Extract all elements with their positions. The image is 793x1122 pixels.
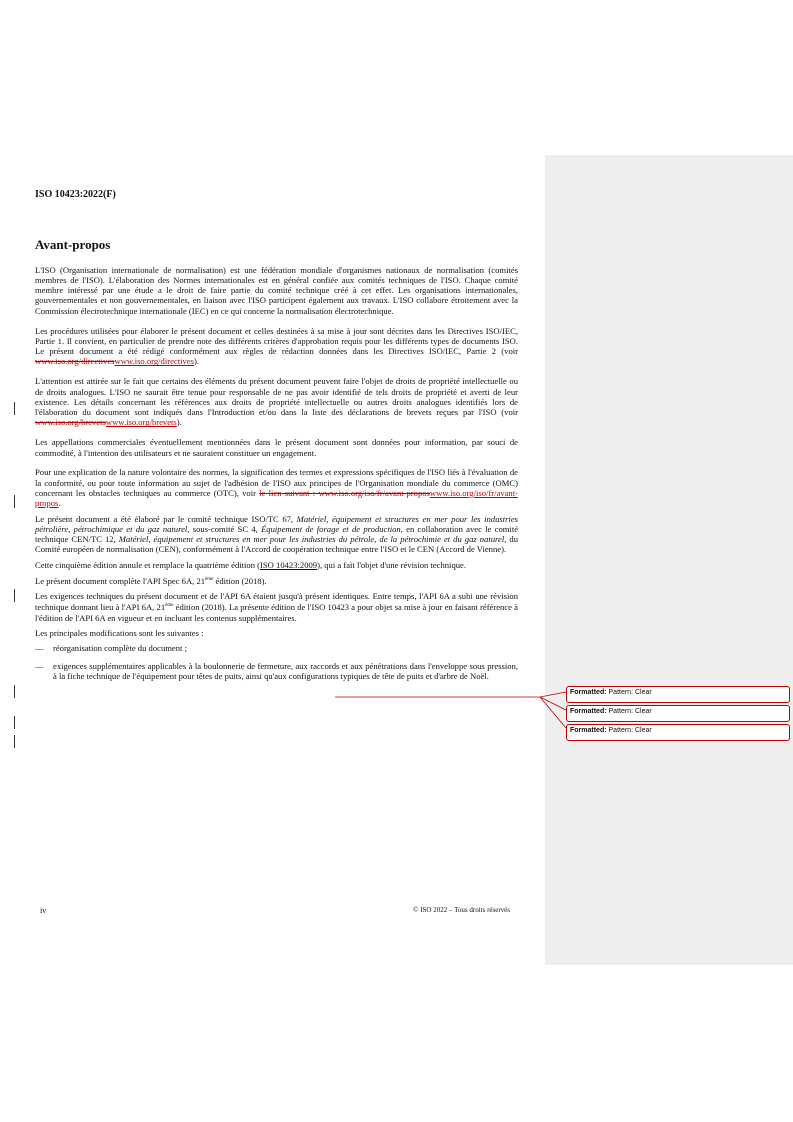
change-bar [14,589,15,602]
section-title: Avant-propos [35,237,111,253]
paragraph: Pour une explication de la nature volontaire des normes, la signification des termes et expressions spécifiques de l'ISO liés à l'évaluation de la conformité, ou pour toute information au sujet de l'adhésion de l'ISO aux principes de l'Organisation mondiale du commerce (OMC) concernant les obstacles techniques au commerce (OTC), voir le lien suivant : www.iso.org/iso/fr/avant-proposwww.iso.org/iso/fr/avant-propos. [35,467,518,509]
change-bar [14,402,15,415]
comment-balloon[interactable]: Formatted: Pattern: Clear [566,705,790,722]
paragraph: L'ISO (Organisation internationale de normalisation) est une fédération mondiale d'organismes nationaux de normalisation (comités membres de l'ISO). L'élaboration des Normes internationales est en général confiée aux comités techniques de l'ISO. Chaque comité membre intéressé par une étude a le droit de faire partie du comité technique créé à cet effet. Les organisations internationales, gouvernementales et non gouvernementales, en liaison avec l'ISO participent également aux travaux. L'ISO collabore étroitement avec la Commission électrotechnique internationale (IEC) en ce qui concerne la normalisation électrotechnique. [35,264,518,316]
document-id: ISO 10423:2022(F) [35,189,116,200]
formatted-reference[interactable]: ISO 10423:2009 [260,559,318,570]
inserted-link[interactable]: www.iso.org/brevets [105,417,177,428]
deleted-link[interactable]: www.iso.org/iso/fr/avant-propos [318,487,430,498]
paragraph: L'attention est attirée sur le fait que certains des éléments du présent document peuvent faire l'objet de droits de propriété intellectuelle ou de droits analogues. L'ISO ne saurait être tenue pour responsable de ne pas avoir identifié de tels droits de propriété et averti de leur existence. Les détails concernant les références aux droits de propriété intellectuelle ou autres droits analogues identifiés lors de l'élaboration du document sont indiqués dans l'Introduction et/ou dans la liste des déclarations de brevets reçues par l'ISO (voir www.iso.org/brevetswww.iso.org/brevets). [35,376,518,428]
paragraph: Cette cinquième édition annule et remplace la quatrième édition (ISO 10423:2009), qui a fait l'objet d'une révision technique. [35,559,467,570]
paragraph: Le présent document complète l'API Spec 6A, 21ème édition (2018). [35,575,267,586]
paragraph: Les procédures utilisées pour élaborer le présent document et celles destinées à sa mise à jour sont décrites dans les Directives ISO/IEC, Partie 1. Il convient, en particulier de prendre note des différents critères d'approbation requis pour les différents types de documents ISO. Le présent document a été rédigé conformément aux règles de rédaction données dans les Directives ISO/IEC, Partie 2 (voir www.iso.org/directiveswww.iso.org/directives). [35,325,518,367]
list-item: — réorganisation complète du document ; [35,643,187,654]
paragraph: Les appellations commerciales éventuellement mentionnées dans le présent document sont données pour information, par souci de commodité, à l'intention des utilisateurs et ne sauraient constituer un engagement. [35,437,518,458]
comment-pane [545,155,793,965]
paragraph: Les exigences techniques du présent document et de l'API 6A étaient jusqu'à présent identiques. Entre temps, l'API 6A a subi une révision technique donnant lieu à l'API 6A, 21ème édition (2018). La présente édition de l'ISO 10423 a pour objet sa mise à jour en faisant référence à l'édition de l'API 6A en vigueur et en incluant les contenus supplémentaires. [35,591,518,623]
list-dash: — [35,660,44,671]
paragraph: Les principales modifications sont les suivantes : [35,627,204,638]
inserted-link[interactable]: www.iso.org/iso/fr/avant-propos [35,487,518,509]
change-bar [14,495,15,508]
paragraph: Le présent document a été élaboré par le comité technique ISO/TC 67, Matériel, équipement et structures en mer pour les industries pétrolière, pétrochimique et du gaz naturel, sous-comité SC 4, Équipement de forage et de production, en collaboration avec le comité technique CEN/TC 12, Matériel, équipement et structures en mer pour les industries du pétrole, de la pétrochimie et du gaz naturel, du Comité européen de normalisation (CEN), conformément à l'Accord de coopération technique entre l'ISO et le CEN (Accord de Vienne). [35,513,519,555]
page-number: iv [40,906,47,915]
change-bar [14,735,15,748]
comment-balloon[interactable]: Formatted: Pattern: Clear [566,724,790,741]
copyright: © ISO 2022 – Tous droits réservés [413,906,510,914]
deleted-link[interactable]: www.iso.org/directives [35,356,115,367]
list-item: — exigences supplémentaires applicables à la boulonnerie de fermeture, aux raccords et aux pénétrations dans l'enveloppe sous pression, à la fiche technique de l'équipement pour têtes de puits, ainsi qu'aux configurations typiques de tête de puits et d'arbre de Noël. [35,660,518,681]
inserted-link[interactable]: www.iso.org/directives [114,356,194,367]
deleted-text: le lien suivant : [259,487,319,498]
deleted-link[interactable]: www.iso.org/brevets [35,417,106,428]
comment-balloons [566,686,790,743]
document-page [35,190,518,688]
change-bar [14,716,15,729]
change-bar [14,685,15,698]
list-dash: — [35,643,44,654]
comment-balloon[interactable]: Formatted: Pattern: Clear [566,686,790,703]
